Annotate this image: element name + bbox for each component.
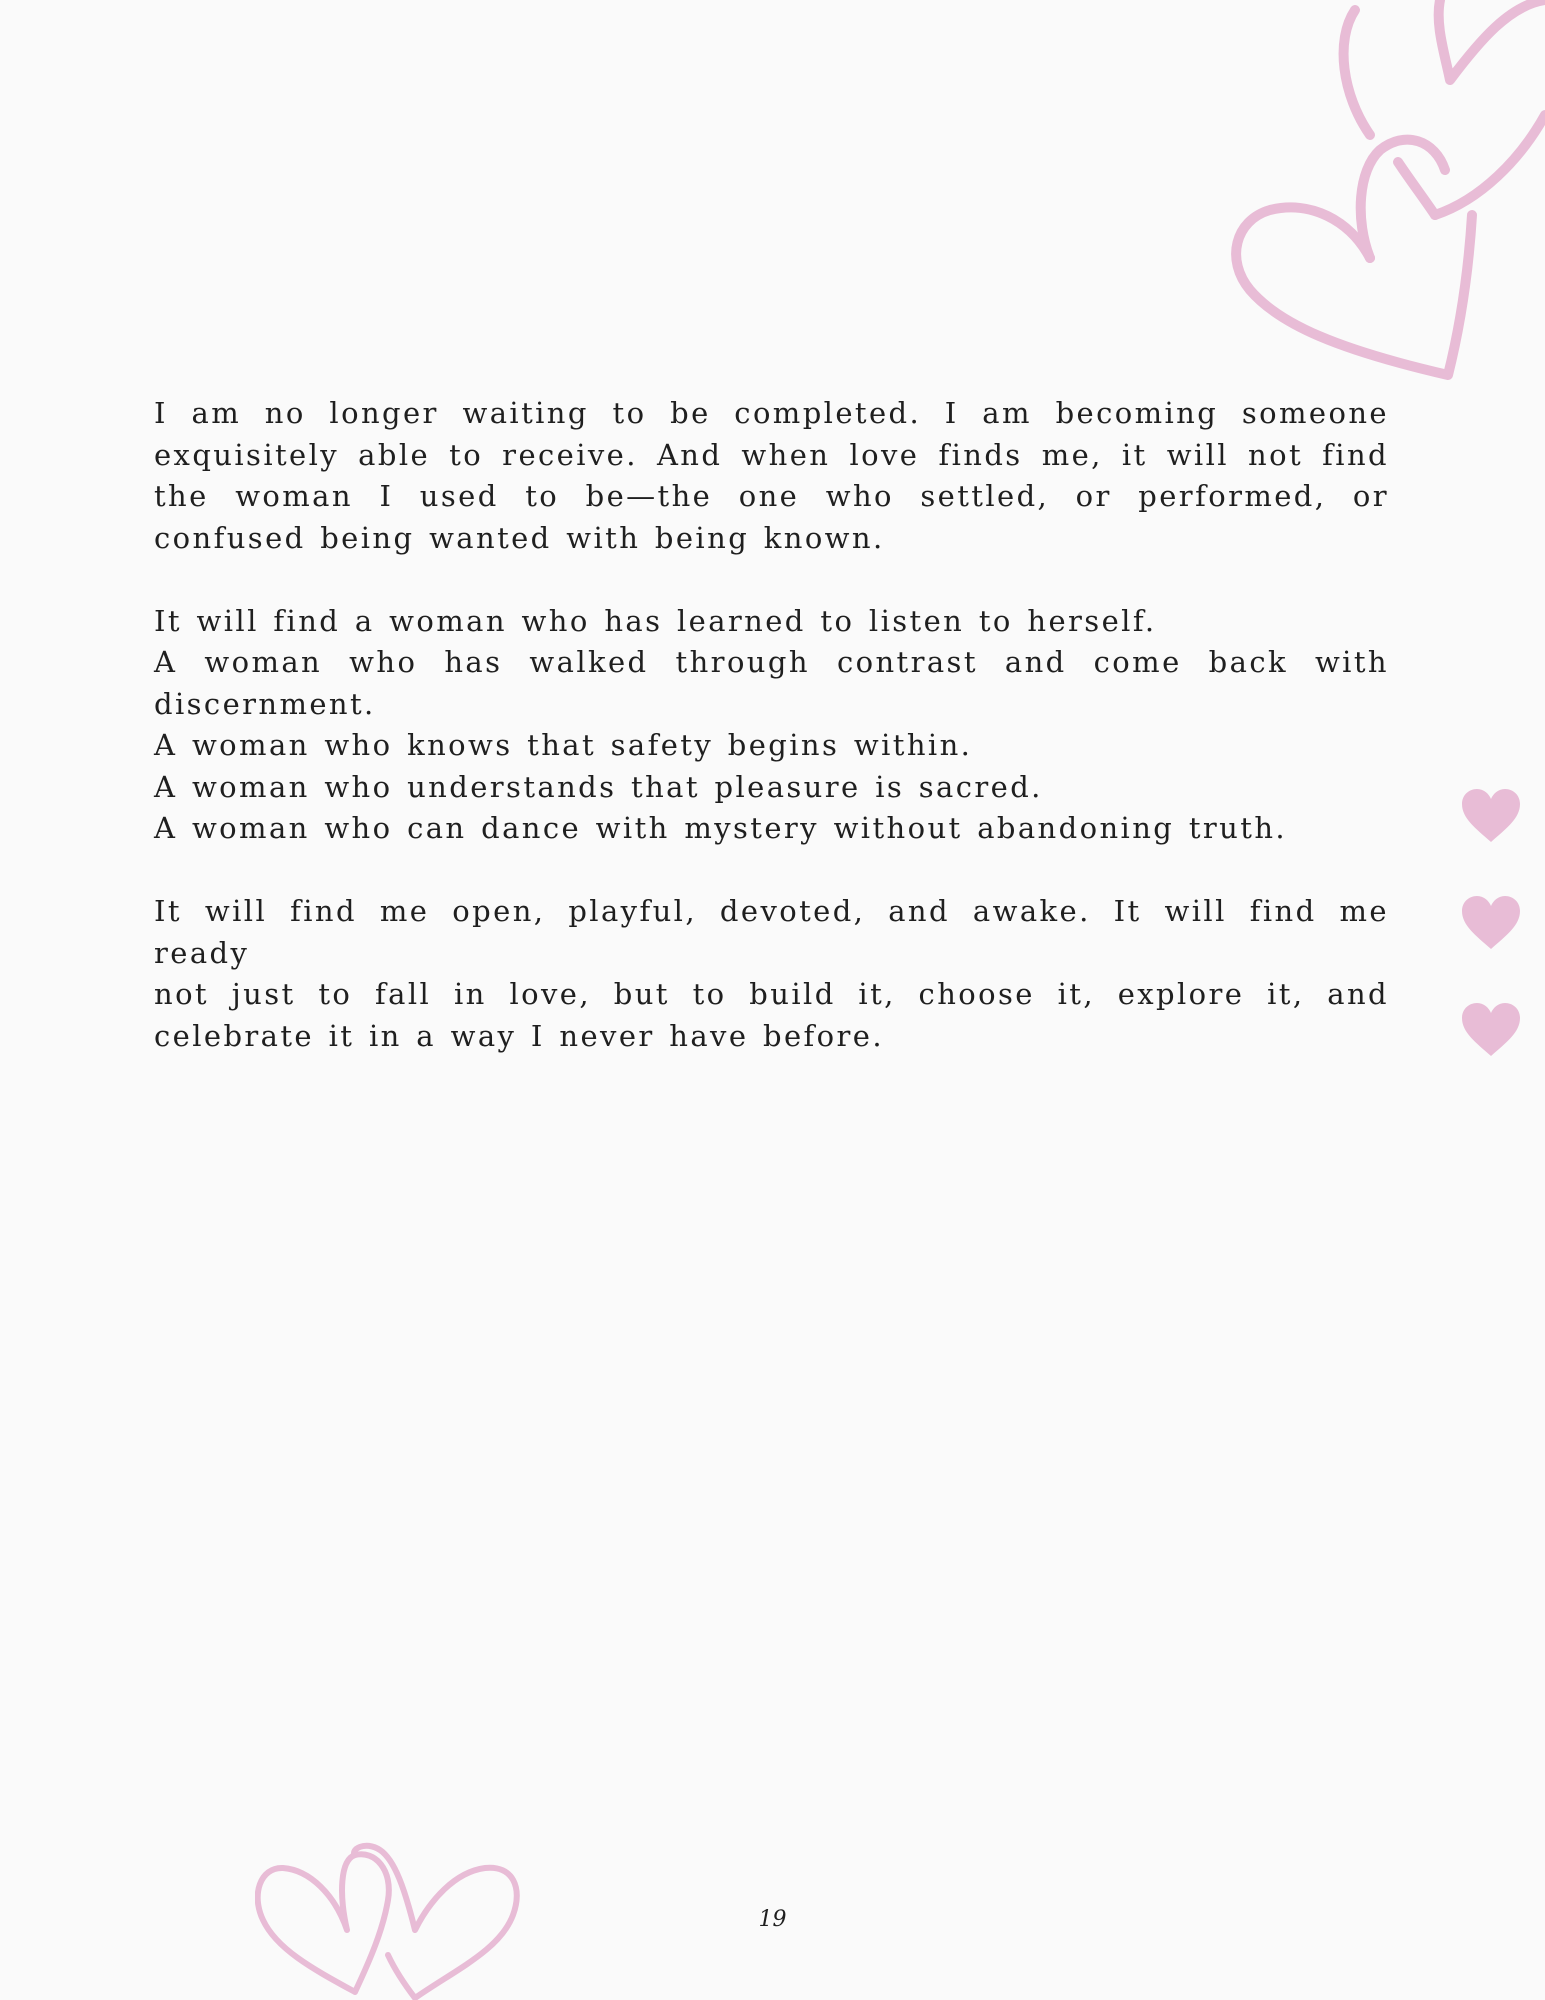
heart-icon: [1460, 895, 1522, 951]
paragraph-3-line: It will find me open, playful, devoted, and awake. It will find me ready: [154, 894, 1389, 970]
heart-icon: [1460, 1002, 1522, 1058]
body-text: [154, 393, 1389, 1099]
page-number: 19: [758, 1907, 787, 1932]
paragraph-3-line: not just to fall in love, but to build it, choose it, explore it, and celebrate it in a way I never have before.: [154, 977, 1389, 1053]
paragraph-2-line: It will find a woman who has learned to listen to herself.: [154, 603, 1157, 638]
double-heart-outline-icon: [1230, 0, 1545, 390]
paragraph-2-line: A woman who knows that safety begins within.: [154, 728, 973, 762]
paragraph-2-line: A woman who understands that pleasure is sacred.: [154, 769, 1043, 804]
paragraph-2-line: A woman who can dance with mystery without abandoning truth.: [154, 811, 1288, 845]
paragraph-3: [154, 891, 1389, 1057]
paragraph-2-line: A woman who has walked through contrast and come back with discernment.: [154, 645, 1389, 721]
heart-icon: [1460, 788, 1522, 844]
paragraph-2: [154, 601, 1389, 850]
paragraph-1: I am no longer waiting to be completed. I am becoming someone exquisitely able to receive. And when love finds me, it will not find the woman I used to be—the one who settled, or performed, or confused being wanted with being known.: [154, 396, 1389, 555]
